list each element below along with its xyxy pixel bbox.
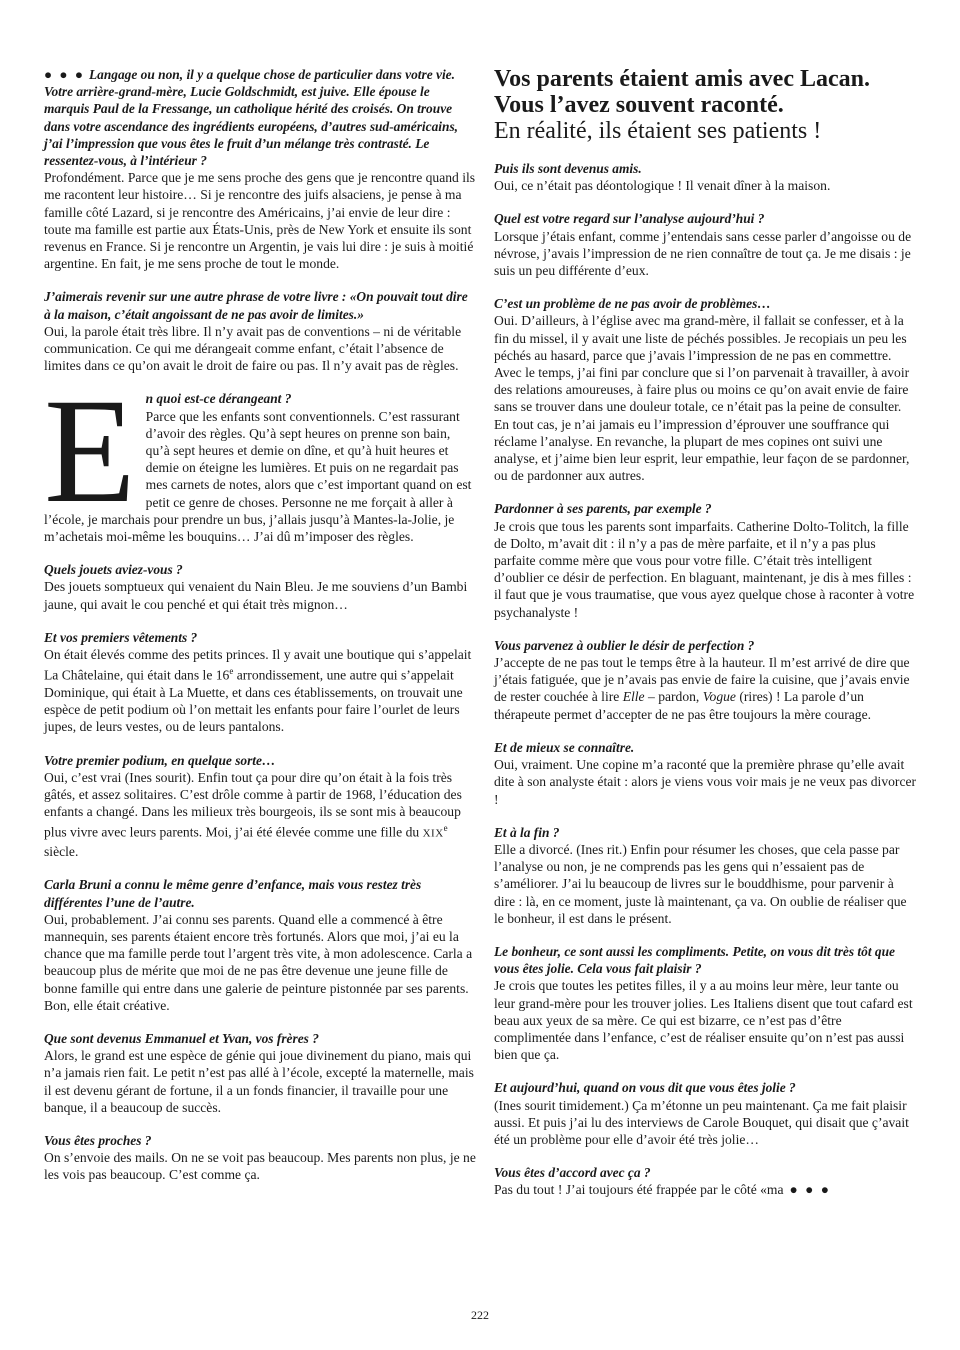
answer: Lorsque j’étais enfant, comme j’entendais sans cesse parler d’angoisse ou de névrose, j’avais l’impression de ne rien connaître de tout ça. Je me disais : je suis un peu différente d’eux.	[494, 228, 912, 279]
right-column	[494, 66, 918, 1215]
answer: Oui, c’est vrai (Ines sourit). Enfin tout ça pour dire qu’on était à la fois très gâtés, et assez solitaires. C’est drôle comme à partir de 1968, l’éducation des enfants a changé. Dans les milieux très bourgeois, ils se sont mis à beaucoup plus vivre avec leurs parents. Moi, j’ai été élevée comme une fille du XIXe siècle.	[44, 769, 462, 860]
qa-block	[44, 1030, 476, 1116]
headline-line-1: Vos parents étaient amis avec Lacan.	[494, 66, 870, 92]
qa-block	[44, 752, 476, 861]
question: Et vos premiers vêtements ?	[44, 629, 198, 645]
drop-cap: E	[44, 368, 136, 535]
answer: Je crois que toutes les petites filles, il y a au moins leur mère, leur tante ou leur grand-mère pour les trouver jolies. Les Italiens disent que tout cafard est beau aux yeux de sa mère. Ce qui est bizarre, ce n’est pas d’être complimentée dans l’enfance, c’est de réaliser ensuite qu’on n’est pas aussi bien que ça.	[494, 978, 913, 1063]
question: Carla Bruni a connu le même genre d’enfance, mais vous restez très différentes l’une de l’autre.	[44, 877, 422, 910]
answer: Des jouets somptueux qui venaient du Nain Bleu. Je me souviens d’un Bambi jaune, qui avait le cou penché et qui était très mignon…	[44, 579, 468, 612]
page-number: 222	[471, 1308, 489, 1322]
headline-line-2: Vous l’avez souvent raconté.	[494, 92, 784, 118]
qa-block	[44, 288, 476, 374]
qa-block	[494, 1164, 918, 1198]
question: Que sont devenus Emmanuel et Yvan, vos frères ?	[44, 1031, 319, 1047]
question: Pardonner à ses parents, par exemple ?	[494, 501, 712, 517]
question: Quel est votre regard sur l’analyse aujourd’hui ?	[494, 211, 765, 227]
intro-question: ● ● ● Langage ou non, il y a quelque chose de particulier dans votre vie. Votre arrière-grand-mère, Lucie Goldschmidt, est juive. Elle épouse le marquis Paul de la Fressange, un catholique hérité des croisés. On trouve dans votre ascendance des ingrédients européens, d’autres sud-américains, j’ai l’impression que vous êtes le fruit d’un mélange très contrasté. Le ressentez-vous, à l’intérieur ?	[44, 67, 458, 169]
qa-block	[494, 1079, 918, 1148]
headline-line-3: En réalité, ils étaient ses patients !	[494, 118, 822, 144]
qa-block	[494, 160, 918, 194]
question: Vous êtes d’accord avec ça ?	[494, 1165, 651, 1181]
headline	[494, 66, 918, 144]
qa-block	[44, 629, 476, 736]
answer: Oui, probablement. J’ai connu ses parents. Quand elle a commencé à être mannequin, ses parents étaient encore très fortunés. Alors que moi, j’ai eu la chance que ma famille perde tout l’argent très vite, à mon adolescence. Carla a beaucoup plus de mérite que moi de ne pas être devenue une jeune fille de bonne famille qui entre dans une galerie de peinture pistonnée par ses parents. Bon, elle était créative.	[44, 911, 473, 1013]
answer: Oui, vraiment. Une copine m’a raconté que la première phrase qu’elle avait dite à son analyste était : alors je viens vous voir mais je ne veux pas divorcer !	[494, 757, 917, 807]
answer: Pas du tout ! J’ai toujours été frappée par le côté «ma ● ● ●	[494, 1182, 831, 1198]
question: J’aimerais revenir sur une autre phrase de votre livre : «On pouvait tout dire à la maison, c’était angoissant de ne pas avoir de limites.»	[44, 289, 468, 322]
question: Le bonheur, ce sont aussi les compliments. Petite, on vous dit très tôt que vous êtes jolie. Cela vous fait plaisir ?	[494, 943, 895, 977]
question: Vous êtes proches ?	[44, 1133, 152, 1149]
question: Et de mieux se connaître.	[494, 739, 635, 755]
answer: J’accepte de ne pas tout le temps être à la hauteur. Il m’est arrivé de dire que j’étais fatiguée, que je n’avais pas envie de faire la cuisine, que j’avais envie de rester couchée à lire Elle – pardon, Vogue (rires) ! La parole d’un thérapeute permet d’accepter de ne pas être toujours la mère courage.	[494, 655, 910, 722]
question: Et aujourd’hui, quand on vous dit que vous êtes jolie ?	[494, 1080, 796, 1096]
intro-answer: Profondément. Parce que je me sens proche des gens que je rencontre quand ils me racontent leur histoire… Si je rencontre des juifs alsaciens, je pense à ma famille côté Lazard, si je rencontre des Américains, j’ai envie de leur dire : toute ma famille est partie aux États-Unis, près de New York et ensuite ils sont revenus en France. Si je rencontre un Argentin, je vais lui dire : je suis à moitié argentine. En fait, je me sens proche de tout le monde.	[44, 170, 476, 272]
answer: Elle a divorcé. (Ines rit.) Enfin pour résumer les choses, que cela passe par l’analyse ou non, je ne comprends pas les gens qui n’essaient pas de s’améliorer. J’ai lu beaucoup de livres sur le bouddhisme, pour parvenir à dire : là, en ce moment, juste là maintenant, ça va. On oublie de réaliser que le bonheur, il est dans le présent.	[494, 841, 907, 926]
question: n quoi est-ce dérangeant ?	[145, 391, 292, 407]
answer: Oui. D’ailleurs, à l’église avec ma grand-mère, il fallait se confesser, et à la fin du missel, il y avait une liste de péchés possibles. Je recopiais un peu les péchés au hasard, parce que j’avais l’impression de ne pas en commettre. Avec le temps, j’ai fini par conclure que si l’on parvenait à travailler, à avoir des relations amoureuses, à faire plus ou moins ce qu’on avait envie de faire sans se trouver dans une douleur totale, ce n’était pas la peine de consulter. En tout cas, je n’ai jamais eu l’impression d’éprouver une souffrance qui réclame l’analyse. En revanche, la plupart de mes copines ont suivi une analyse, et j’aime bien leur esprit, leur empathie, leur façon de se pardonner, ou de pardonner aux autres.	[494, 313, 910, 484]
left-column	[44, 66, 476, 1200]
qa-block	[494, 739, 918, 808]
qa-block	[494, 824, 918, 927]
qa-block	[494, 500, 918, 620]
answer: On s’envoie des mails. On ne se voit pas beaucoup. Mes parents non plus, je ne les vois pas beaucoup. C’est comme ça.	[44, 1150, 476, 1183]
qa-block	[494, 637, 918, 723]
answer: (Ines sourit timidement.) Ça m’étonne un peu maintenant. Ça me fait plaisir aussi. Et puis j’ai lu des interviews de Carole Bouquet, qui disait que ç’avait été un problème pour elle d’avoir été très jolie…	[494, 1097, 909, 1147]
bullet-marker: ● ● ●	[44, 67, 85, 82]
qa-block-dropcap	[44, 368, 476, 545]
qa-block	[44, 876, 476, 1014]
question: Vous parvenez à oublier le désir de perfection ?	[494, 637, 755, 653]
answer: Parce que les enfants sont conventionnels. C’est rassurant d’avoir des règles. Qu’à sept heures on prenne son bain, qu’à sept heures et demie on dîne, et qu’à huit heures et demie on éteigne les lumières. Et puis on ne regardait pas mes carnets de notes, alors que c’est important quand on est petit ce genre de choses. Personne ne me forçait à aller à l’école, je marchais pour prendre un bus, j’allais jusqu’à Mantes-la-Jolie, je m’achetais moi-même les bouquins… J’ai dû m’imposer des règles.	[44, 408, 472, 545]
question: C’est un problème de ne pas avoir de problèmes…	[494, 296, 771, 312]
question: Votre premier podium, en quelque sorte…	[44, 752, 276, 768]
qa-block	[44, 1132, 476, 1184]
answer: On était élevés comme des petits princes. Il y avait une boutique qui s’appelait La Châtelaine, qui était dans le 16e arrondissement, une autre qui s’appelait Dominique, qui était à La Muette, et dans ces établissements, on trouvait une espèce de petit podium où l’on mettait les enfants pour faire l’ourlet de leurs jupes, de leurs vestes, ou de leurs pantalons.	[44, 647, 472, 735]
qa-block	[494, 943, 918, 1063]
qa-block	[494, 210, 918, 279]
end-bullet-marker: ● ● ●	[789, 1182, 831, 1198]
intro-block	[44, 66, 476, 272]
question: Et à la fin ?	[494, 824, 560, 840]
qa-block	[44, 561, 476, 613]
question: Quels jouets aviez-vous ?	[44, 562, 183, 578]
answer: Oui, ce n’était pas déontologique ! Il venait dîner à la maison.	[494, 178, 831, 194]
qa-block	[494, 295, 918, 484]
question: Puis ils sont devenus amis.	[494, 161, 642, 176]
answer: Oui, la parole était très libre. Il n’y avait pas de conventions – ni de véritable communication. Ce qui me dérangeait comme enfant, c’était l’absence de limites dans ce qu’on avait le droit de faire ou pas. Il n’y avait pas de règles.	[44, 323, 462, 374]
answer: Je crois que tous les parents sont imparfaits. Catherine Dolto-Tolitch, la fille de Dolto, m’avait dit : il n’y a pas de mère parfaite, et il n’y a pas plus parfaite comme mère que vous pour votre fille. C’était très intelligent d’oublier ce désir de perfection. En blaguant, maintenant, je dis à mes filles : il faut que je vous traumatise, que vous ayez quelque chose à raconter à votre psychanalyste !	[494, 518, 915, 620]
answer: Alors, le grand est une espèce de génie qui joue divinement du piano, mais qui n’a jamais rien fait. Le petit n’est pas allé à l’école, excepté la maternelle, mais il est devenu gérant de fortune, il a un fonds financier, il travaille pour une banque, il a beaucoup de succès.	[44, 1048, 474, 1115]
